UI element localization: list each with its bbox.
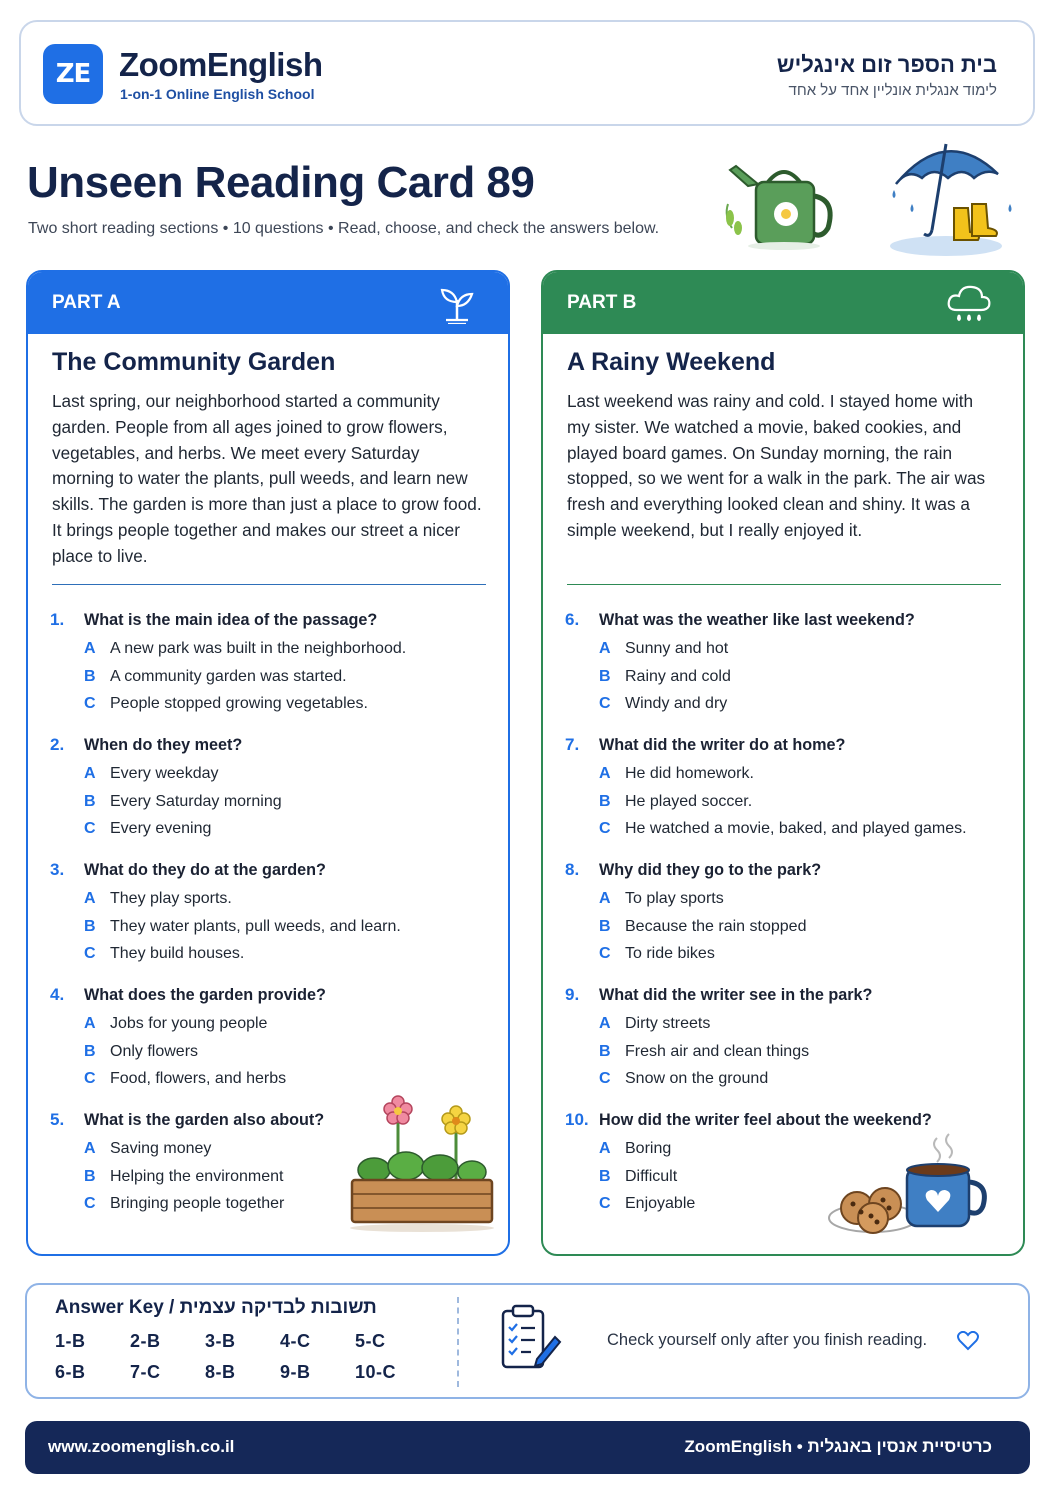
answer-option-c[interactable] [599, 940, 1005, 968]
rain-cloud-icon [945, 284, 993, 326]
site-header [19, 20, 1035, 126]
option-text: Dirty streets [625, 1015, 711, 1032]
answer-option-a[interactable] [84, 1010, 490, 1038]
question-8 [565, 855, 1005, 968]
option-letter: B [599, 667, 611, 685]
question-text: What does the garden provide? [84, 986, 326, 1004]
question-row [565, 605, 1005, 635]
footer-website-link[interactable]: www.zoomenglish.co.il [48, 1437, 235, 1456]
option-text: To ride bikes [625, 945, 715, 962]
question-text: What did the writer see in the park? [599, 986, 873, 1004]
heart-icon [957, 1331, 979, 1351]
option-letter: B [84, 917, 96, 935]
part-a-header [28, 272, 508, 334]
part-a-story-title: The Community Garden [52, 348, 336, 376]
answer-option-a[interactable] [599, 1010, 1005, 1038]
brand-tagline: 1-on-1 Online English School [120, 86, 315, 102]
option-text: Saving money [110, 1140, 212, 1157]
option-text: Jobs for young people [110, 1015, 268, 1032]
answer-option-c[interactable] [599, 690, 1005, 718]
option-text: Snow on the ground [625, 1070, 769, 1087]
question-number: 10. [565, 1110, 589, 1129]
watering-can-illustration [718, 156, 842, 252]
question-row [50, 855, 490, 885]
question-number: 8. [565, 860, 580, 879]
answer-key-box [25, 1283, 1030, 1399]
question-number: 2. [50, 735, 65, 754]
answer-option-c[interactable] [84, 815, 490, 843]
part-a-divider [52, 584, 486, 585]
answer-option-b[interactable] [599, 788, 1005, 816]
answer-option-a[interactable] [599, 760, 1005, 788]
option-letter: A [599, 1015, 611, 1032]
option-letter: B [599, 917, 611, 935]
option-text: He did homework. [625, 765, 754, 782]
answer-option-b[interactable] [84, 663, 490, 691]
question-row [565, 980, 1005, 1010]
part-b-panel [541, 270, 1025, 1256]
option-letter: A [84, 640, 96, 657]
question-row [50, 730, 490, 760]
answer-key-title: Answer Key / תשובות לבדיקה עצמית [55, 1297, 377, 1318]
question-number: 6. [565, 610, 580, 629]
option-letter: A [84, 1015, 96, 1032]
answer-key-separator [457, 1297, 459, 1387]
option-letter: A [599, 1140, 611, 1157]
page-title: Unseen Reading Card 89 [27, 158, 535, 207]
part-b-story-title: A Rainy Weekend [567, 348, 776, 376]
option-text: Food, flowers, and herbs [110, 1070, 287, 1087]
question-number: 1. [50, 610, 65, 629]
question-text: When do they meet? [84, 736, 243, 754]
answer-key-grid [55, 1331, 430, 1383]
option-text: Because the rain stopped [625, 917, 807, 935]
answer-key-item: 6-B [55, 1362, 86, 1382]
answer-key-item: 9-B [280, 1362, 311, 1382]
option-letter: A [599, 640, 611, 657]
school-name-hebrew: בית הספר זום אינגליש [776, 52, 997, 77]
question-number: 3. [50, 860, 65, 879]
option-text: Every evening [110, 820, 212, 837]
answer-option-c[interactable] [84, 1065, 490, 1093]
option-letter: C [599, 820, 611, 837]
question-4 [50, 980, 490, 1093]
option-text: Sunny and hot [625, 640, 729, 657]
question-2 [50, 730, 490, 843]
question-number: 4. [50, 985, 65, 1004]
option-text: He watched a movie, baked, and played games. [625, 820, 967, 837]
option-letter: B [599, 792, 611, 810]
answer-key-item: 3-B [205, 1331, 236, 1351]
question-9 [565, 980, 1005, 1093]
question-1 [50, 605, 490, 718]
cocoa-cookies-illustration [827, 1130, 997, 1240]
option-letter: A [599, 765, 611, 782]
option-text: Only flowers [110, 1042, 199, 1060]
part-b-label: PART B [567, 292, 637, 313]
check-yourself-note: Check yourself only after you finish reading. [607, 1331, 928, 1349]
option-text: They water plants, pull weeds, and learn. [110, 917, 401, 935]
sprout-icon [436, 284, 478, 324]
question-number: 7. [565, 735, 580, 754]
question-number: 9. [565, 985, 580, 1004]
option-text: A new park was built in the neighborhood. [110, 640, 407, 657]
answer-key-item: 7-C [130, 1362, 161, 1382]
answer-option-a[interactable] [599, 885, 1005, 913]
answer-key-item: 8-B [205, 1362, 236, 1382]
option-letter: B [84, 667, 96, 685]
part-a-panel [26, 270, 510, 1256]
option-text: Boring [625, 1140, 672, 1157]
question-6 [565, 605, 1005, 718]
option-letter: A [599, 890, 611, 907]
flower-planter-illustration [346, 1094, 498, 1234]
answer-option-b[interactable] [599, 1038, 1005, 1066]
part-a-label: PART A [52, 292, 121, 313]
option-letter: C [599, 695, 611, 712]
answer-option-a[interactable] [84, 885, 490, 913]
answer-option-b[interactable] [599, 913, 1005, 941]
option-text: Bringing people together [110, 1195, 285, 1212]
option-text: They build houses. [110, 945, 245, 962]
option-letter: C [599, 945, 611, 962]
part-b-header [543, 272, 1023, 334]
option-letter: B [84, 792, 96, 810]
answer-option-c[interactable] [84, 690, 490, 718]
brand-name: ZoomEnglish [119, 46, 323, 83]
answer-key-item: 2-B [130, 1331, 161, 1351]
option-text: Every Saturday morning [110, 792, 282, 810]
answer-key-item: 4-C [280, 1331, 311, 1351]
question-number: 5. [50, 1110, 65, 1129]
option-letter: B [84, 1167, 96, 1185]
option-text: Rainy and cold [625, 667, 731, 685]
answer-option-b[interactable] [84, 788, 490, 816]
option-text: Windy and dry [625, 695, 728, 712]
option-text: Enjoyable [625, 1195, 696, 1212]
option-letter: A [84, 890, 96, 907]
answer-key-item: 1-B [55, 1331, 86, 1351]
answer-key-item: 10-C [355, 1362, 397, 1382]
page-subtitle: Two short reading sections • 10 questions • Read, choose, and check the answers below. [28, 220, 660, 237]
logo-badge[interactable]: ZE [43, 44, 103, 104]
part-a-story-text: Last spring, our neighborhood started a community garden. People from all ages joined to grow flowers, vegetables, and herbs. We meet every Saturday morning to water the plants, pull weeds, and learn new skills. The garden is more than just a place to grow food. It brings people together and makes our street a nicer place to live. [52, 391, 482, 566]
clipboard-checklist-icon [497, 1303, 563, 1373]
option-letter: B [84, 1042, 96, 1060]
option-letter: C [599, 1195, 611, 1212]
option-text: Helping the environment [110, 1167, 284, 1185]
option-letter: C [84, 945, 96, 962]
answer-option-c[interactable] [599, 1065, 1005, 1093]
question-text: What is the main idea of the passage? [84, 611, 378, 629]
question-text: What did the writer do at home? [599, 736, 846, 754]
question-3 [50, 855, 490, 968]
option-letter: C [84, 820, 96, 837]
part-b-divider [567, 584, 1001, 585]
question-row [50, 605, 490, 635]
option-text: A community garden was started. [110, 667, 347, 685]
question-text: Why did they go to the park? [599, 861, 822, 879]
option-text: Every weekday [110, 765, 219, 782]
answer-option-b[interactable] [84, 1038, 490, 1066]
answer-option-b[interactable] [84, 913, 490, 941]
answer-option-a[interactable] [84, 760, 490, 788]
question-7 [565, 730, 1005, 843]
umbrella-boots-illustration [886, 134, 1020, 260]
option-letter: B [599, 1042, 611, 1060]
option-text: Fresh air and clean things [625, 1042, 810, 1060]
question-row [565, 730, 1005, 760]
option-text: To play sports [625, 890, 724, 907]
question-text: What do they do at the garden? [84, 861, 326, 879]
option-letter: A [84, 765, 96, 782]
part-b-story-text: Last weekend was rainy and cold. I stayed home with my sister. We watched a movie, baked cookies, and played board games. On Sunday morning, the rain stopped, so we went for a walk in the park. The air was fresh and everything looked clean and shiny. It was a simple weekend, but I really enjoyed it. [567, 391, 986, 540]
option-letter: C [84, 695, 96, 712]
question-row [50, 980, 490, 1010]
answer-option-a[interactable] [84, 635, 490, 663]
option-text: He played soccer. [625, 792, 753, 810]
option-text: People stopped growing vegetables. [110, 695, 368, 712]
question-text: What is the garden also about? [84, 1111, 325, 1129]
answer-option-b[interactable] [599, 663, 1005, 691]
option-text: Difficult [625, 1167, 678, 1185]
option-text: They play sports. [110, 890, 232, 907]
answer-key-item: 5-C [355, 1331, 386, 1351]
option-letter: B [599, 1167, 611, 1185]
option-letter: C [599, 1070, 611, 1087]
footer-brand-text: ZoomEnglish • כרטיסיית אנסין באנגלית [684, 1437, 992, 1456]
school-tagline-hebrew: לימוד אנגלית אונליין אחד על אחד [788, 82, 997, 99]
answer-option-c[interactable] [599, 815, 1005, 843]
question-text: How did the writer feel about the weekend? [599, 1111, 932, 1129]
question-row [565, 855, 1005, 885]
option-letter: A [84, 1140, 96, 1157]
answer-option-a[interactable] [599, 635, 1005, 663]
answer-option-c[interactable] [84, 940, 490, 968]
option-letter: C [84, 1195, 96, 1212]
site-footer [25, 1421, 1030, 1474]
option-letter: C [84, 1070, 96, 1087]
question-text: What was the weather like last weekend? [599, 611, 915, 629]
